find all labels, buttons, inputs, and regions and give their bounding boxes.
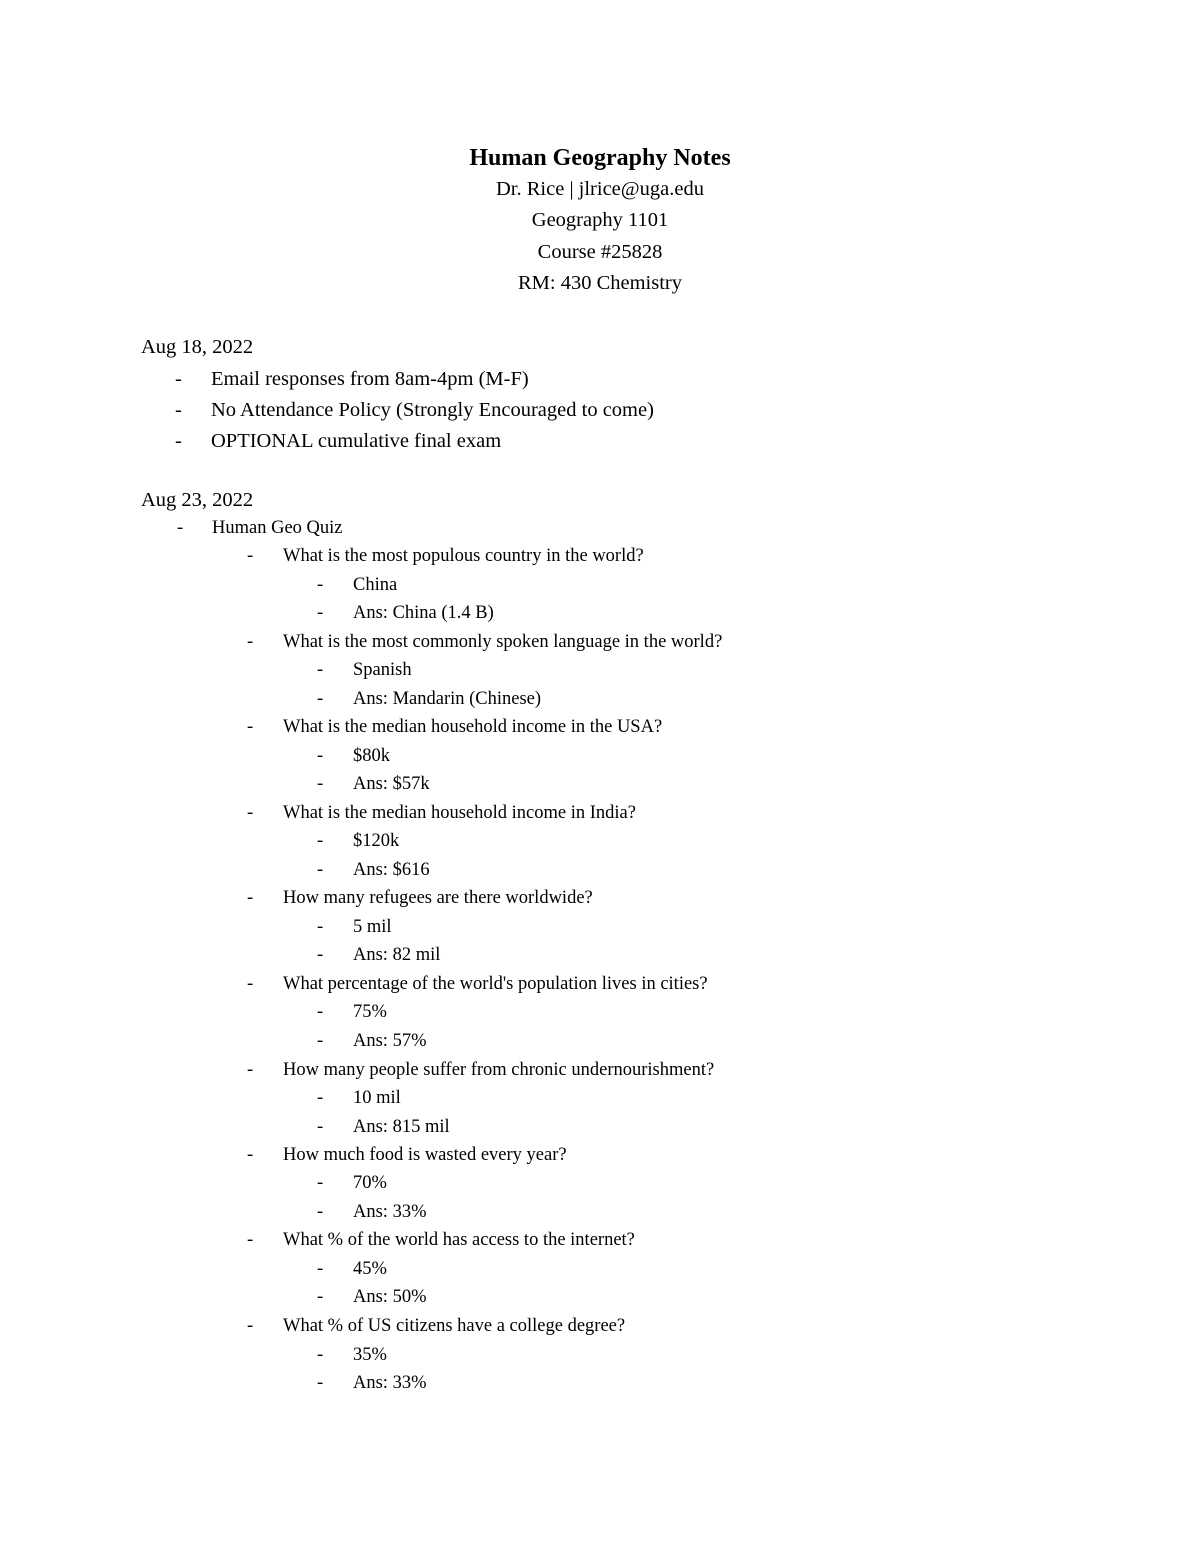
bullet-dash: -	[247, 888, 254, 908]
guess-text: 35%	[353, 1345, 387, 1365]
question-text: How much food is wasted every year?	[283, 1145, 567, 1165]
bullet-dash: -	[175, 399, 182, 421]
answer-text: Ans: $616	[353, 860, 430, 880]
bullet-dash: -	[317, 1345, 324, 1365]
bullet-dash: -	[317, 746, 324, 766]
quiz-topic: Human Geo Quiz	[212, 518, 343, 538]
question-text: What % of the world has access to the internet?	[283, 1230, 635, 1250]
question-text: What % of US citizens have a college degree?	[283, 1316, 626, 1336]
section-date: Aug 18, 2022	[141, 336, 254, 358]
guess-text: China	[353, 575, 398, 595]
guess-text: $80k	[353, 746, 390, 766]
question-text: What is the median household income in the USA?	[283, 717, 663, 737]
answer-text: Ans: Mandarin (Chinese)	[353, 689, 542, 709]
answer-text: Ans: 50%	[353, 1287, 427, 1307]
bullet-dash: -	[317, 1002, 324, 1022]
bullet-dash: -	[247, 1060, 254, 1080]
list-item-text: OPTIONAL cumulative final exam	[211, 430, 502, 452]
bullet-dash: -	[175, 430, 182, 452]
instructor-line: Dr. Rice | jlrice@uga.edu	[496, 178, 704, 200]
question-text: How many people suffer from chronic undernourishment?	[283, 1060, 715, 1080]
answer-text: Ans: 57%	[353, 1031, 427, 1051]
bullet-dash: -	[175, 368, 182, 390]
bullet-dash: -	[247, 1145, 254, 1165]
course-number-line: Course #25828	[537, 240, 663, 263]
bullet-dash: -	[317, 575, 324, 595]
bullet-dash: -	[247, 974, 254, 994]
guess-text: 70%	[353, 1173, 387, 1193]
answer-text: Ans: 815 mil	[353, 1117, 450, 1137]
question-text: What percentage of the world's population lives in cities?	[283, 974, 708, 994]
document-header	[0, 142, 1200, 299]
bullet-dash: -	[317, 1373, 324, 1393]
guess-text: 45%	[353, 1259, 387, 1279]
list-item-text: Email responses from 8am-4pm (M-F)	[211, 368, 529, 390]
bullet-dash: -	[317, 660, 324, 680]
bullet-dash: -	[317, 1259, 324, 1279]
document-title: Human Geography Notes	[469, 145, 731, 171]
answer-text: Ans: 33%	[353, 1373, 427, 1393]
bullet-dash: -	[247, 546, 254, 566]
bullet-dash: -	[317, 917, 324, 937]
course-name-line: Geography 1101	[531, 209, 669, 232]
bullet-dash: -	[317, 774, 324, 794]
bullet-dash: -	[247, 803, 254, 823]
bullet-dash: -	[177, 518, 184, 538]
guess-text: 75%	[353, 1002, 387, 1022]
answer-text: Ans: $57k	[353, 774, 430, 794]
guess-text: 10 mil	[353, 1088, 401, 1108]
bullet-dash: -	[317, 1031, 324, 1051]
bullet-dash: -	[317, 831, 324, 851]
list-item-text: No Attendance Policy (Strongly Encouraged to come)	[211, 399, 654, 421]
bullet-dash: -	[317, 1117, 324, 1137]
bullet-dash: -	[247, 1316, 254, 1336]
question-text: What is the most commonly spoken language in the world?	[283, 632, 723, 652]
question-text: What is the most populous country in the world?	[283, 546, 644, 566]
guess-text: $120k	[353, 831, 400, 851]
bullet-dash: -	[317, 1202, 324, 1222]
bullet-dash: -	[317, 1287, 324, 1307]
answer-text: Ans: 82 mil	[353, 945, 441, 965]
bullet-dash: -	[247, 717, 254, 737]
bullet-dash: -	[317, 860, 324, 880]
bullet-dash: -	[317, 1173, 324, 1193]
bullet-dash: -	[317, 603, 324, 623]
section-date: Aug 23, 2022	[141, 489, 254, 511]
question-text: What is the median household income in India?	[283, 803, 636, 823]
bullet-dash: -	[317, 945, 324, 965]
answer-text: Ans: China (1.4 B)	[353, 603, 494, 623]
answer-text: Ans: 33%	[353, 1202, 427, 1222]
guess-text: Spanish	[353, 660, 412, 680]
guess-text: 5 mil	[353, 917, 392, 937]
bullet-dash: -	[317, 1088, 324, 1108]
question-text: How many refugees are there worldwide?	[283, 888, 593, 908]
bullet-dash: -	[317, 689, 324, 709]
bullet-dash: -	[247, 632, 254, 652]
bullet-dash: -	[247, 1230, 254, 1250]
room-line: RM: 430 Chemistry	[517, 271, 682, 294]
